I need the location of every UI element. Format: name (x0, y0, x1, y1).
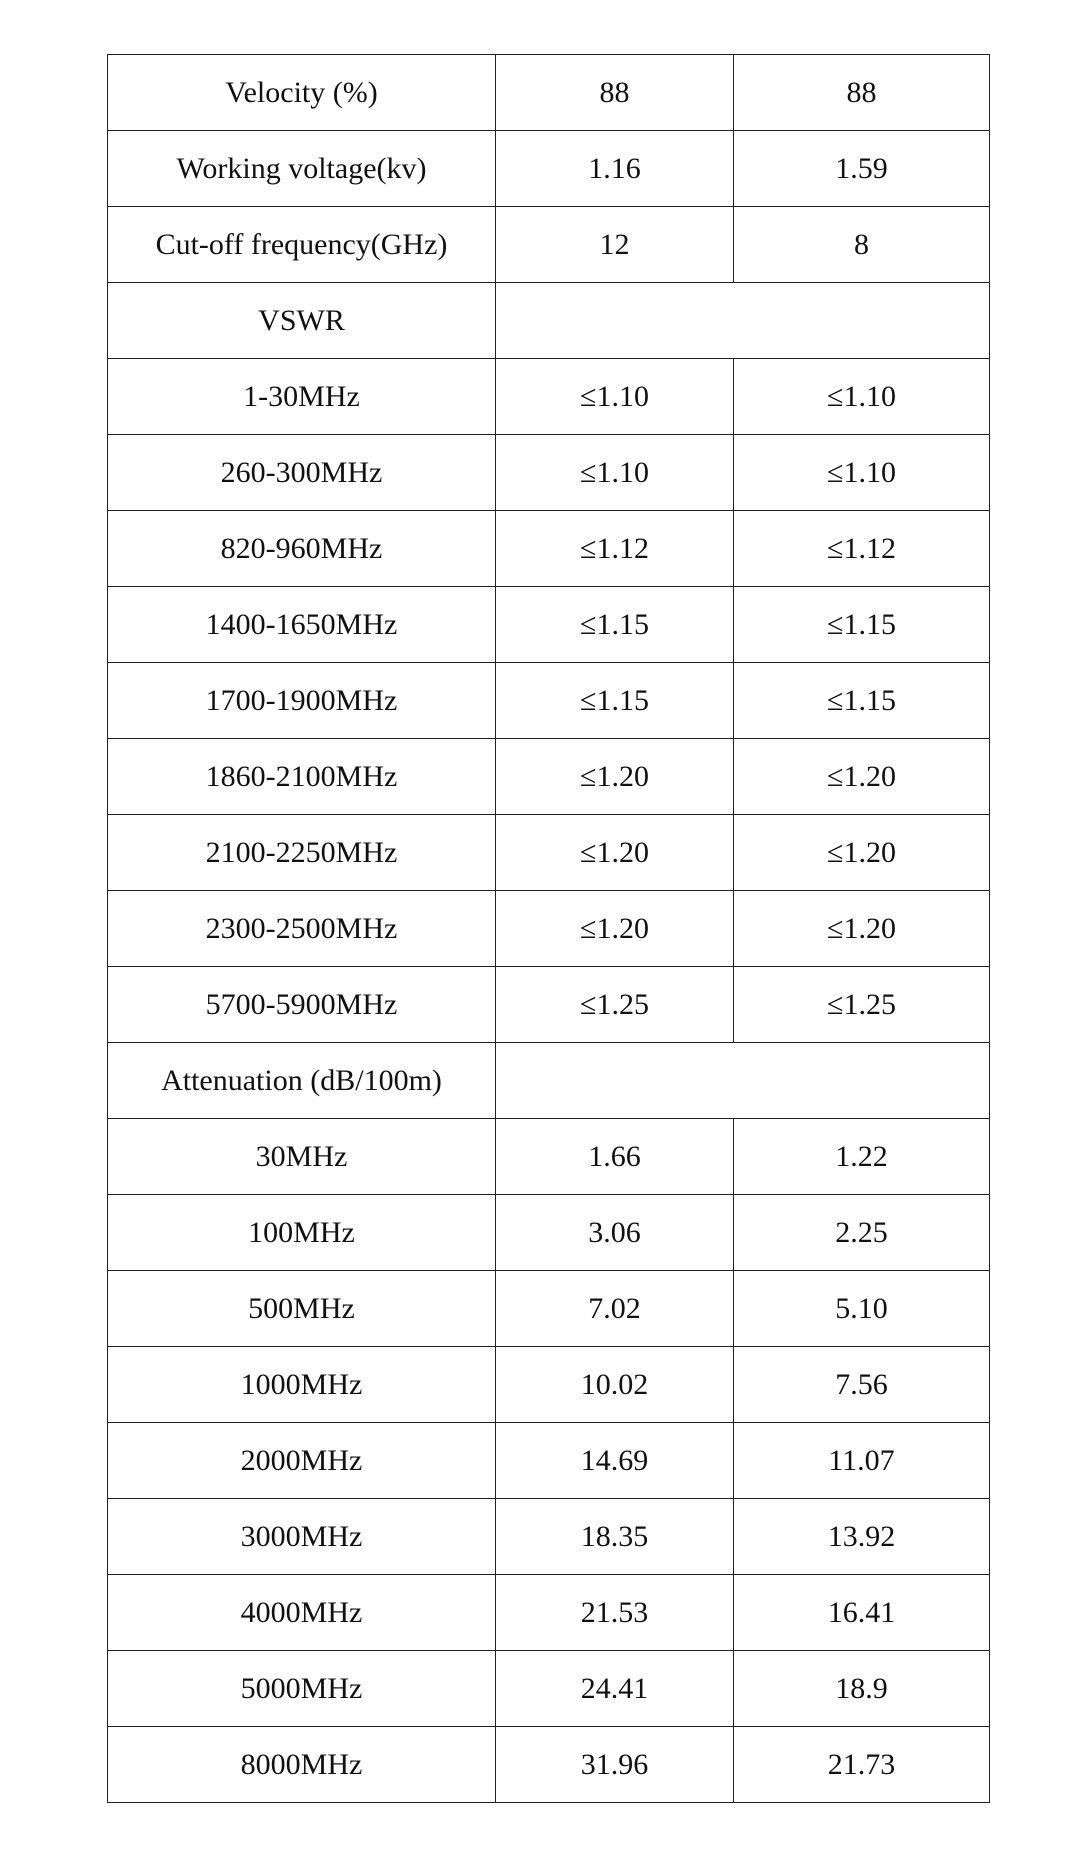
value-cell-col2: ≤1.15 (734, 663, 990, 739)
value-cell-col2: ≤1.12 (734, 511, 990, 587)
table-row (108, 891, 990, 967)
table-row (108, 55, 990, 131)
value-cell-col2: ≤1.20 (734, 815, 990, 891)
parameter-label-cell: 260-300MHz (108, 435, 496, 511)
table-row (108, 1271, 990, 1347)
value-cell-col1: 10.02 (496, 1347, 734, 1423)
value-cell-col1: 18.35 (496, 1499, 734, 1575)
value-cell-col2: 16.41 (734, 1575, 990, 1651)
value-cell-col2: ≤1.10 (734, 359, 990, 435)
parameter-label-cell: 1700-1900MHz (108, 663, 496, 739)
value-cell-col1: ≤1.15 (496, 587, 734, 663)
table-row (108, 1347, 990, 1423)
value-cell-col2: 1.59 (734, 131, 990, 207)
value-cell-col1: 1.16 (496, 131, 734, 207)
value-cell-col1: ≤1.20 (496, 739, 734, 815)
table-row (108, 967, 990, 1043)
parameter-label-cell: 5700-5900MHz (108, 967, 496, 1043)
table-row (108, 1195, 990, 1271)
section-empty-cell (496, 1043, 990, 1119)
table-row (108, 511, 990, 587)
value-cell-col1: ≤1.15 (496, 663, 734, 739)
value-cell-col1: 1.66 (496, 1119, 734, 1195)
value-cell-col1: 31.96 (496, 1727, 734, 1803)
parameter-label-cell: Working voltage(kv) (108, 131, 496, 207)
parameter-label-cell: 2100-2250MHz (108, 815, 496, 891)
parameter-label-cell: 5000MHz (108, 1651, 496, 1727)
value-cell-col2: ≤1.15 (734, 587, 990, 663)
value-cell-col2: 8 (734, 207, 990, 283)
table-row (108, 435, 990, 511)
section-empty-cell (496, 283, 990, 359)
section-label-cell: VSWR (108, 283, 496, 359)
value-cell-col1: ≤1.10 (496, 359, 734, 435)
parameter-label-cell: 2000MHz (108, 1423, 496, 1499)
value-cell-col1: 21.53 (496, 1575, 734, 1651)
value-cell-col2: ≤1.20 (734, 891, 990, 967)
table-row (108, 815, 990, 891)
table-row (108, 1423, 990, 1499)
parameter-label-cell: 30MHz (108, 1119, 496, 1195)
value-cell-col2: 5.10 (734, 1271, 990, 1347)
table-row (108, 1575, 990, 1651)
parameter-label-cell: 100MHz (108, 1195, 496, 1271)
value-cell-col1: ≤1.10 (496, 435, 734, 511)
table-row (108, 1499, 990, 1575)
section-label-cell: Attenuation (dB/100m) (108, 1043, 496, 1119)
value-cell-col2: 11.07 (734, 1423, 990, 1499)
parameter-label-cell: 1-30MHz (108, 359, 496, 435)
table-row (108, 587, 990, 663)
value-cell-col1: 88 (496, 55, 734, 131)
parameter-label-cell: 1400-1650MHz (108, 587, 496, 663)
parameter-label-cell: 8000MHz (108, 1727, 496, 1803)
value-cell-col2: ≤1.10 (734, 435, 990, 511)
value-cell-col1: ≤1.20 (496, 815, 734, 891)
value-cell-col2: 13.92 (734, 1499, 990, 1575)
value-cell-col1: 3.06 (496, 1195, 734, 1271)
section-row (108, 1043, 990, 1119)
value-cell-col2: 88 (734, 55, 990, 131)
parameter-label-cell: 1000MHz (108, 1347, 496, 1423)
parameter-label-cell: 3000MHz (108, 1499, 496, 1575)
value-cell-col1: ≤1.20 (496, 891, 734, 967)
value-cell-col1: 12 (496, 207, 734, 283)
parameter-label-cell: 2300-2500MHz (108, 891, 496, 967)
section-row (108, 283, 990, 359)
value-cell-col2: 2.25 (734, 1195, 990, 1271)
table-row (108, 739, 990, 815)
value-cell-col2: 1.22 (734, 1119, 990, 1195)
table-row (108, 359, 990, 435)
value-cell-col1: 24.41 (496, 1651, 734, 1727)
value-cell-col1: 7.02 (496, 1271, 734, 1347)
parameter-label-cell: 500MHz (108, 1271, 496, 1347)
table-row (108, 1119, 990, 1195)
table-row (108, 131, 990, 207)
parameter-label-cell: 1860-2100MHz (108, 739, 496, 815)
table-row (108, 207, 990, 283)
table-row (108, 1651, 990, 1727)
value-cell-col2: ≤1.25 (734, 967, 990, 1043)
value-cell-col1: ≤1.12 (496, 511, 734, 587)
specification-table (107, 54, 990, 1803)
table-row (108, 1727, 990, 1803)
specification-table-body (108, 55, 990, 1803)
parameter-label-cell: Velocity (%) (108, 55, 496, 131)
value-cell-col2: 7.56 (734, 1347, 990, 1423)
parameter-label-cell: 820-960MHz (108, 511, 496, 587)
value-cell-col2: ≤1.20 (734, 739, 990, 815)
value-cell-col1: ≤1.25 (496, 967, 734, 1043)
parameter-label-cell: 4000MHz (108, 1575, 496, 1651)
value-cell-col2: 21.73 (734, 1727, 990, 1803)
table-row (108, 663, 990, 739)
value-cell-col1: 14.69 (496, 1423, 734, 1499)
value-cell-col2: 18.9 (734, 1651, 990, 1727)
parameter-label-cell: Cut-off frequency(GHz) (108, 207, 496, 283)
